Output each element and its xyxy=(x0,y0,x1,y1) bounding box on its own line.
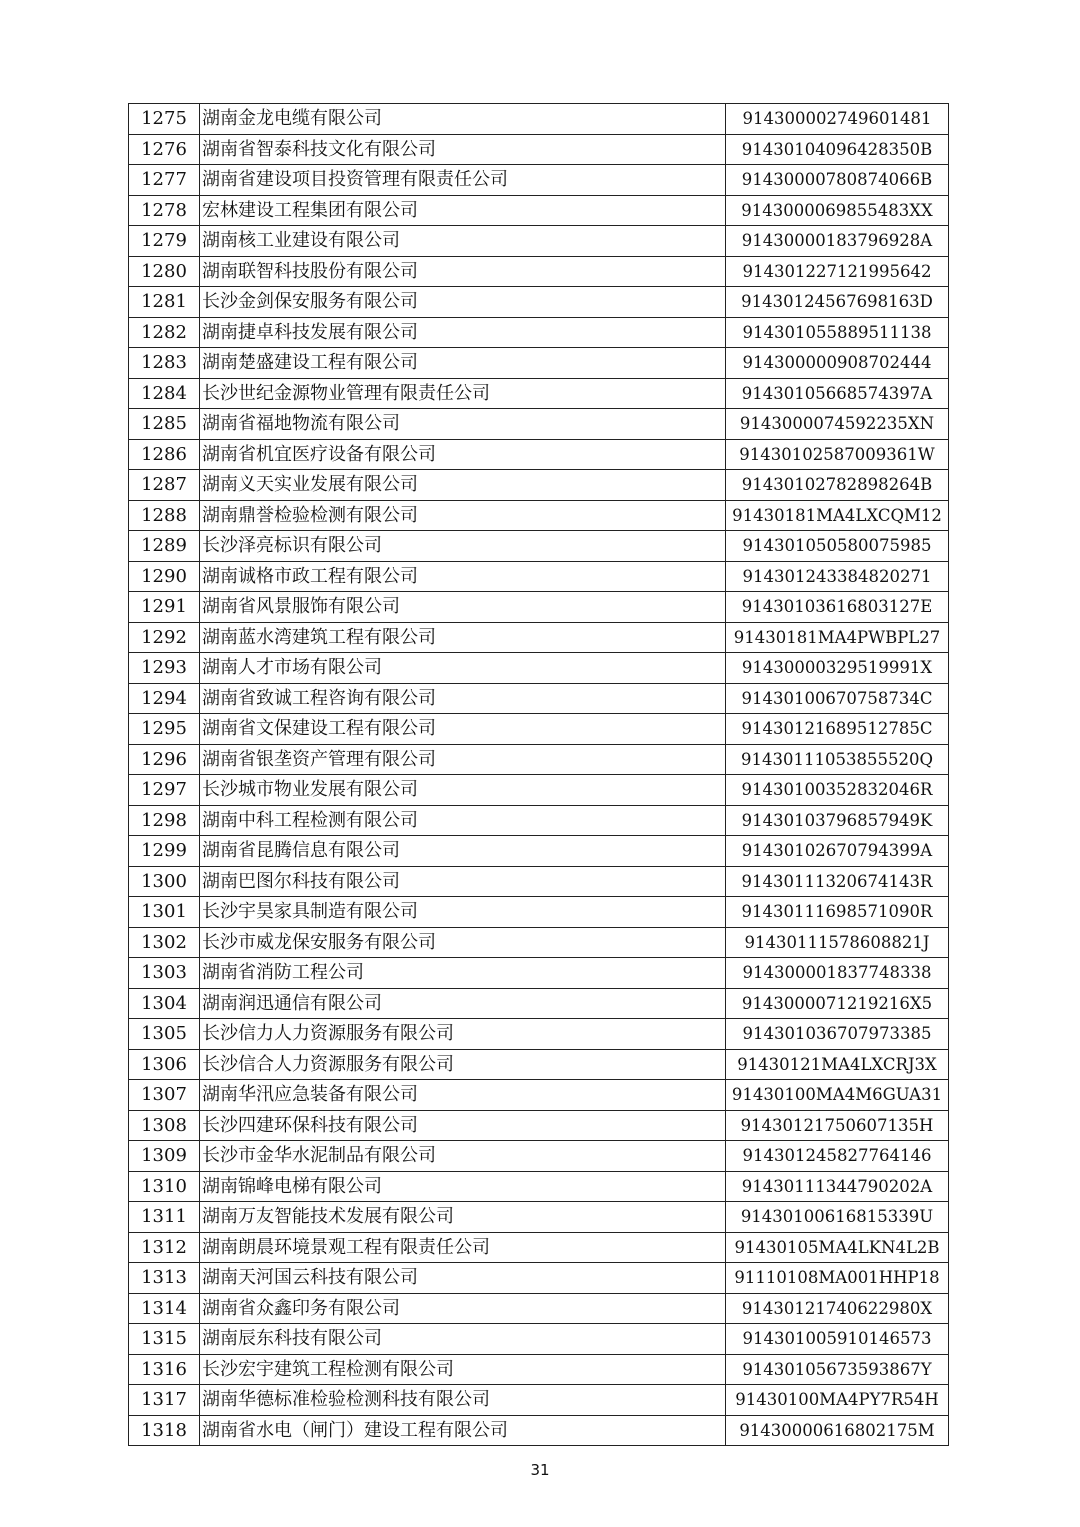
table-row xyxy=(129,195,949,226)
credit-code-cell: 91430100MA4PY7R54H xyxy=(726,1385,949,1416)
row-number-cell: 1285 xyxy=(129,409,200,440)
company-name-cell: 长沙四建环保科技有限公司 xyxy=(200,1110,726,1141)
credit-code-cell: 91430102782898264B xyxy=(726,470,949,501)
credit-code-cell: 914301055889511138 xyxy=(726,317,949,348)
company-name-cell: 湖南辰东科技有限公司 xyxy=(200,1324,726,1355)
table-row xyxy=(129,897,949,928)
row-number-cell: 1317 xyxy=(129,1385,200,1416)
credit-code-cell: 91430111578608821J xyxy=(726,927,949,958)
row-number-cell: 1314 xyxy=(129,1293,200,1324)
table-row xyxy=(129,287,949,318)
company-name-cell: 湖南捷卓科技发展有限公司 xyxy=(200,317,726,348)
company-name-cell: 湖南中科工程检测有限公司 xyxy=(200,805,726,836)
company-name-cell: 长沙信合人力资源服务有限公司 xyxy=(200,1049,726,1080)
row-number-cell: 1294 xyxy=(129,683,200,714)
row-number-cell: 1286 xyxy=(129,439,200,470)
row-number-cell: 1301 xyxy=(129,897,200,928)
company-name-cell: 湖南省众鑫印务有限公司 xyxy=(200,1293,726,1324)
credit-code-cell: 91430111698571090R xyxy=(726,897,949,928)
credit-code-cell: 91430121689512785C xyxy=(726,714,949,745)
credit-code-cell: 91430100670758734C xyxy=(726,683,949,714)
table-row xyxy=(129,958,949,989)
table-row xyxy=(129,1263,949,1294)
row-number-cell: 1304 xyxy=(129,988,200,1019)
credit-code-cell: 914301050580075985 xyxy=(726,531,949,562)
credit-code-cell: 91430104096428350B xyxy=(726,134,949,165)
credit-code-cell: 91430181MA4PWBPL27 xyxy=(726,622,949,653)
row-number-cell: 1290 xyxy=(129,561,200,592)
company-name-cell: 湖南润迅通信有限公司 xyxy=(200,988,726,1019)
company-list-table xyxy=(128,103,949,1446)
row-number-cell: 1277 xyxy=(129,165,200,196)
credit-code-cell: 914301243384820271 xyxy=(726,561,949,592)
company-name-cell: 湖南金龙电缆有限公司 xyxy=(200,104,726,135)
credit-code-cell: 91430000780874066B xyxy=(726,165,949,196)
table-row xyxy=(129,592,949,623)
credit-code-cell: 91430105673593867Y xyxy=(726,1354,949,1385)
company-name-cell: 湖南天河国云科技有限公司 xyxy=(200,1263,726,1294)
row-number-cell: 1305 xyxy=(129,1019,200,1050)
credit-code-cell: 91430111320674143R xyxy=(726,866,949,897)
credit-code-cell: 91430181MA4LXCQM12 xyxy=(726,500,949,531)
row-number-cell: 1275 xyxy=(129,104,200,135)
table-row xyxy=(129,1415,949,1446)
row-number-cell: 1306 xyxy=(129,1049,200,1080)
company-name-cell: 湖南省智泰科技文化有限公司 xyxy=(200,134,726,165)
credit-code-cell: 91430103616803127E xyxy=(726,592,949,623)
company-name-cell: 湖南华汛应急装备有限公司 xyxy=(200,1080,726,1111)
table-row xyxy=(129,1354,949,1385)
row-number-cell: 1302 xyxy=(129,927,200,958)
row-number-cell: 1287 xyxy=(129,470,200,501)
company-name-cell: 长沙市金华水泥制品有限公司 xyxy=(200,1141,726,1172)
company-name-cell: 湖南省消防工程公司 xyxy=(200,958,726,989)
company-name-cell: 湖南楚盛建设工程有限公司 xyxy=(200,348,726,379)
row-number-cell: 1316 xyxy=(129,1354,200,1385)
row-number-cell: 1292 xyxy=(129,622,200,653)
credit-code-cell: 91430105668574397A xyxy=(726,378,949,409)
company-name-cell: 湖南省昆腾信息有限公司 xyxy=(200,836,726,867)
credit-code-cell: 91430121MA4LXCRJ3X xyxy=(726,1049,949,1080)
company-name-cell: 宏林建设工程集团有限公司 xyxy=(200,195,726,226)
row-number-cell: 1311 xyxy=(129,1202,200,1233)
company-name-cell: 长沙金剑保安服务有限公司 xyxy=(200,287,726,318)
row-number-cell: 1299 xyxy=(129,836,200,867)
table-row xyxy=(129,775,949,806)
company-name-cell: 长沙泽亮标识有限公司 xyxy=(200,531,726,562)
company-name-cell: 湖南人才市场有限公司 xyxy=(200,653,726,684)
table-row xyxy=(129,836,949,867)
table-row xyxy=(129,165,949,196)
company-name-cell: 长沙城市物业发展有限公司 xyxy=(200,775,726,806)
company-name-cell: 湖南华德标准检验检测科技有限公司 xyxy=(200,1385,726,1416)
table-row xyxy=(129,1110,949,1141)
row-number-cell: 1310 xyxy=(129,1171,200,1202)
company-name-cell: 湖南诚格市政工程有限公司 xyxy=(200,561,726,592)
row-number-cell: 1282 xyxy=(129,317,200,348)
credit-code-cell: 91430121740622980X xyxy=(726,1293,949,1324)
company-name-cell: 湖南朗晨环境景观工程有限责任公司 xyxy=(200,1232,726,1263)
row-number-cell: 1309 xyxy=(129,1141,200,1172)
company-name-cell: 湖南省致诚工程咨询有限公司 xyxy=(200,683,726,714)
row-number-cell: 1289 xyxy=(129,531,200,562)
company-name-cell: 湖南省机宜医疗设备有限公司 xyxy=(200,439,726,470)
credit-code-cell: 91430000183796928A xyxy=(726,226,949,257)
row-number-cell: 1280 xyxy=(129,256,200,287)
credit-code-cell: 914301036707973385 xyxy=(726,1019,949,1050)
table-row xyxy=(129,378,949,409)
table-row xyxy=(129,1080,949,1111)
table-row xyxy=(129,1141,949,1172)
credit-code-cell: 91430111344790202A xyxy=(726,1171,949,1202)
table-row xyxy=(129,1202,949,1233)
row-number-cell: 1291 xyxy=(129,592,200,623)
row-number-cell: 1288 xyxy=(129,500,200,531)
table-row xyxy=(129,622,949,653)
table-row xyxy=(129,1385,949,1416)
row-number-cell: 1295 xyxy=(129,714,200,745)
company-name-cell: 长沙世纪金源物业管理有限责任公司 xyxy=(200,378,726,409)
table-row xyxy=(129,226,949,257)
row-number-cell: 1279 xyxy=(129,226,200,257)
table-body xyxy=(129,104,949,1446)
row-number-cell: 1293 xyxy=(129,653,200,684)
credit-code-cell: 914301227121995642 xyxy=(726,256,949,287)
table-row xyxy=(129,1049,949,1080)
company-name-cell: 湖南省福地物流有限公司 xyxy=(200,409,726,440)
company-name-cell: 湖南省水电（闸门）建设工程有限公司 xyxy=(200,1415,726,1446)
company-name-cell: 湖南蓝水湾建筑工程有限公司 xyxy=(200,622,726,653)
credit-code-cell: 91430100MA4M6GUA31 xyxy=(726,1080,949,1111)
credit-code-cell: 91430102670794399A xyxy=(726,836,949,867)
table-row xyxy=(129,531,949,562)
row-number-cell: 1276 xyxy=(129,134,200,165)
row-number-cell: 1296 xyxy=(129,744,200,775)
table-row xyxy=(129,714,949,745)
row-number-cell: 1318 xyxy=(129,1415,200,1446)
table-row xyxy=(129,927,949,958)
company-name-cell: 湖南万友智能技术发展有限公司 xyxy=(200,1202,726,1233)
row-number-cell: 1313 xyxy=(129,1263,200,1294)
table-row xyxy=(129,439,949,470)
credit-code-cell: 91430102587009361W xyxy=(726,439,949,470)
row-number-cell: 1315 xyxy=(129,1324,200,1355)
credit-code-cell: 91430000616802175M xyxy=(726,1415,949,1446)
row-number-cell: 1307 xyxy=(129,1080,200,1111)
credit-code-cell: 91110108MA001HHP18 xyxy=(726,1263,949,1294)
credit-code-cell: 914301005910146573 xyxy=(726,1324,949,1355)
credit-code-cell: 91430124567698163D xyxy=(726,287,949,318)
credit-code-cell: 91430100352832046R xyxy=(726,775,949,806)
credit-code-cell: 9143000069855483XX xyxy=(726,195,949,226)
row-number-cell: 1312 xyxy=(129,1232,200,1263)
credit-code-cell: 914301245827764146 xyxy=(726,1141,949,1172)
table-row xyxy=(129,744,949,775)
table-row xyxy=(129,500,949,531)
table-row xyxy=(129,1324,949,1355)
credit-code-cell: 91430111053855520Q xyxy=(726,744,949,775)
company-name-cell: 湖南锦峰电梯有限公司 xyxy=(200,1171,726,1202)
table-row xyxy=(129,1171,949,1202)
table-row xyxy=(129,683,949,714)
table-row xyxy=(129,470,949,501)
credit-code-cell: 914300001837748338 xyxy=(726,958,949,989)
table-row xyxy=(129,653,949,684)
table-row xyxy=(129,1293,949,1324)
row-number-cell: 1297 xyxy=(129,775,200,806)
company-name-cell: 湖南省建设项目投资管理有限责任公司 xyxy=(200,165,726,196)
company-name-cell: 湖南省银垄资产管理有限公司 xyxy=(200,744,726,775)
company-name-cell: 长沙宇昊家具制造有限公司 xyxy=(200,897,726,928)
row-number-cell: 1308 xyxy=(129,1110,200,1141)
credit-code-cell: 9143000071219216X5 xyxy=(726,988,949,1019)
table-row xyxy=(129,988,949,1019)
credit-code-cell: 914300002749601481 xyxy=(726,104,949,135)
company-name-cell: 长沙宏宇建筑工程检测有限公司 xyxy=(200,1354,726,1385)
table-row xyxy=(129,805,949,836)
company-name-cell: 湖南省风景服饰有限公司 xyxy=(200,592,726,623)
table-row xyxy=(129,348,949,379)
company-name-cell: 湖南巴图尔科技有限公司 xyxy=(200,866,726,897)
row-number-cell: 1281 xyxy=(129,287,200,318)
company-name-cell: 长沙信力人力资源服务有限公司 xyxy=(200,1019,726,1050)
table-row xyxy=(129,866,949,897)
table-row xyxy=(129,1232,949,1263)
row-number-cell: 1300 xyxy=(129,866,200,897)
table-row xyxy=(129,1019,949,1050)
credit-code-cell: 914300000908702444 xyxy=(726,348,949,379)
company-name-cell: 湖南义天实业发展有限公司 xyxy=(200,470,726,501)
row-number-cell: 1298 xyxy=(129,805,200,836)
credit-code-cell: 91430121750607135H xyxy=(726,1110,949,1141)
company-name-cell: 长沙市威龙保安服务有限公司 xyxy=(200,927,726,958)
company-name-cell: 湖南省文保建设工程有限公司 xyxy=(200,714,726,745)
credit-code-cell: 91430000329519991X xyxy=(726,653,949,684)
company-name-cell: 湖南鼎誉检验检测有限公司 xyxy=(200,500,726,531)
company-name-cell: 湖南联智科技股份有限公司 xyxy=(200,256,726,287)
company-name-cell: 湖南核工业建设有限公司 xyxy=(200,226,726,257)
row-number-cell: 1284 xyxy=(129,378,200,409)
table-row xyxy=(129,561,949,592)
table-row xyxy=(129,104,949,135)
credit-code-cell: 91430103796857949K xyxy=(726,805,949,836)
page-number: 31 xyxy=(530,1461,550,1479)
row-number-cell: 1303 xyxy=(129,958,200,989)
table-row xyxy=(129,317,949,348)
table-row xyxy=(129,256,949,287)
credit-code-cell: 9143000074592235XN xyxy=(726,409,949,440)
credit-code-cell: 91430105MA4LKN4L2B xyxy=(726,1232,949,1263)
table-row xyxy=(129,134,949,165)
table-row xyxy=(129,409,949,440)
row-number-cell: 1283 xyxy=(129,348,200,379)
row-number-cell: 1278 xyxy=(129,195,200,226)
credit-code-cell: 91430100616815339U xyxy=(726,1202,949,1233)
